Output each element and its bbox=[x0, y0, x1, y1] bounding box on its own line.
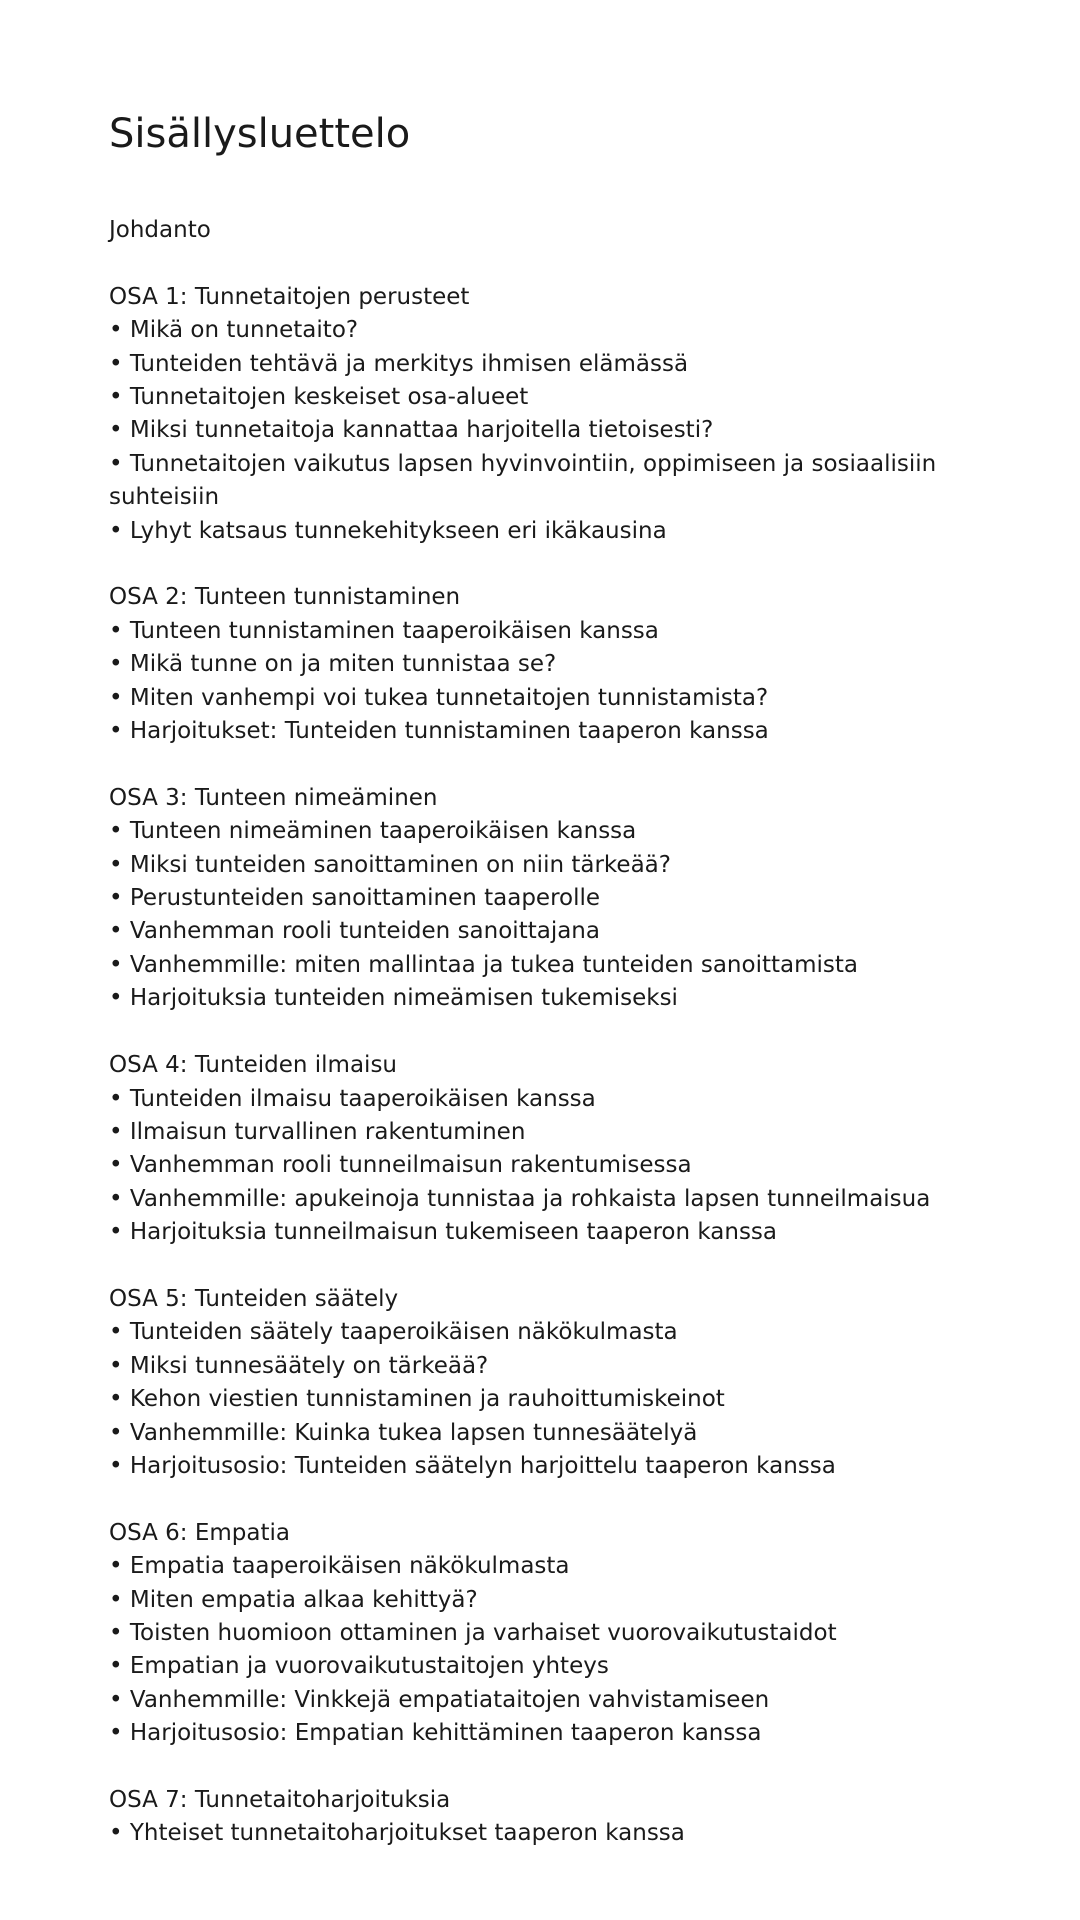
toc-list-item: • Tunteen tunnistaminen taaperoikäisen kanssa bbox=[109, 617, 659, 644]
toc-list-item: • Vanhemman rooli tunteiden sanoittajana bbox=[109, 918, 600, 945]
toc-entry-introduction: Johdanto bbox=[109, 217, 211, 243]
toc-list-item: • Perustunteiden sanoittaminen taaperolle bbox=[109, 885, 601, 912]
toc-section-4 bbox=[109, 1049, 989, 1249]
toc-list-item: • Lyhyt katsaus tunnekehitykseen eri ikäkausina bbox=[109, 517, 667, 544]
table-of-contents bbox=[109, 108, 989, 1851]
toc-list-item: • Harjoitukset: Tunteiden tunnistaminen taaperon kanssa bbox=[109, 718, 769, 745]
toc-list-item: • Empatian ja vuorovaikutustaitojen yhteys bbox=[109, 1653, 609, 1680]
toc-list-item: • Tunnetaitojen vaikutus lapsen hyvinvointiin, oppimiseen ja sosiaalisiin suhteisiin bbox=[109, 450, 937, 511]
toc-list-item: • Vanhemmille: miten mallintaa ja tukea tunteiden sanoittamista bbox=[109, 951, 858, 978]
toc-section-1 bbox=[109, 281, 989, 548]
toc-list-item: • Miten vanhempi voi tukea tunnetaitojen tunnistamista? bbox=[109, 684, 769, 711]
toc-list-item: • Tunteiden ilmaisu taaperoikäisen kanssa bbox=[109, 1085, 596, 1112]
toc-list-item: • Toisten huomioon ottaminen ja varhaiset vuorovaikutustaidot bbox=[109, 1619, 837, 1646]
toc-list-item: • Miten empatia alkaa kehittyä? bbox=[109, 1586, 478, 1613]
toc-list-item: • Miksi tunnetaitoja kannattaa harjoitella tietoisesti? bbox=[109, 417, 714, 444]
toc-section-2 bbox=[109, 581, 989, 748]
toc-section-5 bbox=[109, 1283, 989, 1483]
toc-list-item: • Mikä on tunnetaito? bbox=[109, 317, 359, 344]
toc-list-item: • Tunteiden säätely taaperoikäisen näkökulmasta bbox=[109, 1319, 678, 1346]
toc-list-item: • Vanhemmille: apukeinoja tunnistaa ja rohkaista lapsen tunneilmaisua bbox=[109, 1185, 931, 1212]
section-heading: OSA 5: Tunteiden säätely bbox=[109, 1285, 399, 1312]
toc-list-item: • Tunnetaitojen keskeiset osa-alueet bbox=[109, 384, 529, 411]
toc-list-item: • Harjoitusosio: Empatian kehittäminen taaperon kanssa bbox=[109, 1720, 762, 1747]
toc-list-item: • Kehon viestien tunnistaminen ja rauhoittumiskeinot bbox=[109, 1386, 725, 1413]
toc-list-item: • Ilmaisun turvallinen rakentuminen bbox=[109, 1118, 526, 1145]
toc-list-item: • Vanhemman rooli tunneilmaisun rakentumisessa bbox=[109, 1152, 692, 1179]
toc-list-item: • Harjoituksia tunteiden nimeämisen tukemiseksi bbox=[109, 985, 678, 1012]
page-title: Sisällysluettelo bbox=[109, 111, 411, 157]
toc-section-6 bbox=[109, 1517, 989, 1751]
toc-list-item: • Tunteiden tehtävä ja merkitys ihmisen elämässä bbox=[109, 350, 689, 377]
section-heading: OSA 4: Tunteiden ilmaisu bbox=[109, 1052, 398, 1079]
toc-list-item: • Harjoituksia tunneilmaisun tukemiseen taaperon kanssa bbox=[109, 1219, 778, 1246]
toc-sections bbox=[109, 281, 989, 1851]
toc-list-item: • Miksi tunteiden sanoittaminen on niin tärkeää? bbox=[109, 851, 671, 878]
section-heading: OSA 6: Empatia bbox=[109, 1519, 291, 1546]
section-heading: OSA 1: Tunnetaitojen perusteet bbox=[109, 283, 470, 310]
section-heading: OSA 3: Tunteen nimeäminen bbox=[109, 784, 438, 811]
section-heading: OSA 2: Tunteen tunnistaminen bbox=[109, 584, 461, 611]
toc-list-item: • Miksi tunnesäätely on tärkeää? bbox=[109, 1352, 489, 1379]
toc-list-item: • Mikä tunne on ja miten tunnistaa se? bbox=[109, 651, 557, 678]
toc-list-item: • Yhteiset tunnetaitoharjoitukset taaperon kanssa bbox=[109, 1820, 685, 1847]
section-heading: OSA 7: Tunnetaitoharjoituksia bbox=[109, 1786, 451, 1813]
toc-list-item: • Harjoitusosio: Tunteiden säätelyn harjoittelu taaperon kanssa bbox=[109, 1452, 836, 1479]
toc-section-7 bbox=[109, 1784, 989, 1851]
toc-list-item: • Vanhemmille: Vinkkejä empatiataitojen vahvistamiseen bbox=[109, 1686, 770, 1713]
toc-list-item: • Empatia taaperoikäisen näkökulmasta bbox=[109, 1553, 570, 1580]
toc-list-item: • Vanhemmille: Kuinka tukea lapsen tunnesäätelyä bbox=[109, 1419, 698, 1446]
toc-list-item: • Tunteen nimeäminen taaperoikäisen kanssa bbox=[109, 818, 637, 845]
toc-section-3 bbox=[109, 782, 989, 1016]
